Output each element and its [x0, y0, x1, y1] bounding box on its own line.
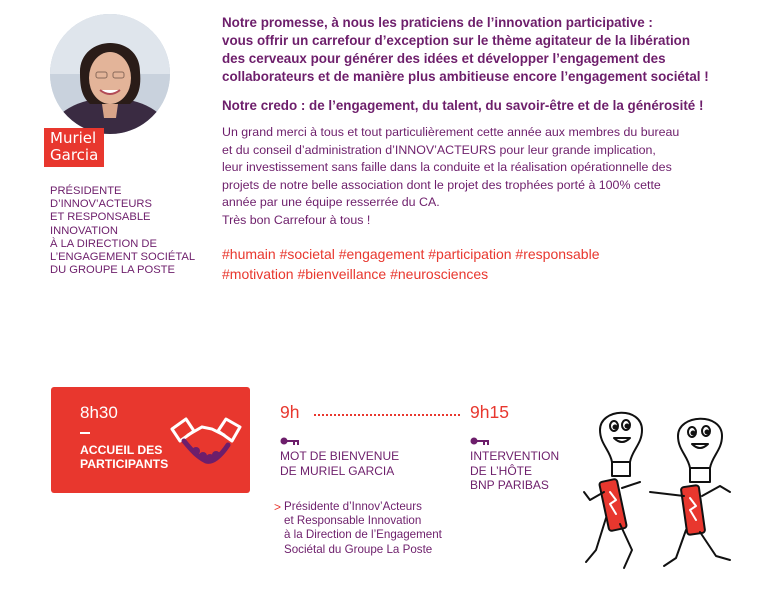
item1-detail	[284, 500, 442, 557]
role-line: D’INNOV’ACTEURS	[50, 198, 152, 211]
promise-line: vous offrir un carrefour d’exception sur le thème agitateur de la libération	[222, 33, 691, 48]
thanks-line: et du conseil d’administration d’INNOV’ACTEURS pour leur grande implication,	[222, 142, 656, 157]
item1-title	[280, 449, 399, 478]
handshake-icon	[168, 405, 244, 471]
name-last: Garcia	[50, 146, 99, 164]
item2-time: 9h15	[470, 402, 509, 422]
timeline-dots	[314, 414, 460, 416]
thanks-paragraph	[222, 124, 747, 230]
promise-line: collaborateurs et de manière plus ambitieuse encore l’engagement sociétal !	[222, 69, 709, 84]
hashtags	[222, 244, 599, 284]
item2-title-line: DE L’HÔTE	[470, 463, 533, 478]
portrait-photo	[50, 14, 170, 134]
thanks-line: Très bon Carrefour à tous !	[222, 212, 371, 227]
promise-line: des cerveaux pour générer des idées et développer l’engagement des	[222, 51, 666, 66]
role-line: PRÉSIDENTE	[50, 185, 122, 197]
thanks-line: leur investissement sans faille dans la conduite et la réalisation opérationnelle des	[222, 160, 672, 175]
lightbulb-characters-illustration	[580, 400, 746, 580]
item1-detail-line: et Responsable Innovation	[284, 514, 422, 528]
item1-detail-line: à la Direction de l’Engagement	[284, 528, 442, 542]
promise-paragraph	[222, 14, 742, 86]
role-line: INNOVATION	[50, 224, 118, 237]
chevron-right-icon: >	[274, 500, 282, 514]
thanks-line: projets de notre belle association dont le projet des trophées porté à 100% cette	[222, 177, 661, 192]
name-first: Muriel	[50, 129, 97, 147]
key-icon	[470, 433, 490, 443]
key-icon	[280, 433, 300, 443]
role-description	[50, 185, 210, 277]
item2-title-line: BNP PARIBAS	[470, 478, 549, 492]
welcome-divider	[80, 432, 90, 434]
thanks-line: Un grand merci à tous et tout particulièrement cette année aux membres du bureau	[222, 125, 680, 139]
item1-detail-line: Présidente d’Innov’Acteurs	[284, 500, 422, 513]
thanks-line: année par une équipe resserrée du CA.	[222, 195, 440, 210]
promise-line: Notre promesse, à nous les praticiens de l’innovation participative :	[222, 15, 653, 30]
welcome-time: 8h30	[80, 403, 118, 422]
role-line: ET RESPONSABLE	[50, 211, 151, 224]
item1-title-line: MOT DE BIENVENUE	[280, 449, 400, 463]
item2-title-line: INTERVENTION	[470, 449, 560, 463]
hashtag-line: #humain #societal #engagement #participation #responsable	[222, 246, 600, 262]
item1-title-line: DE MURIEL GARCIA	[280, 463, 395, 478]
item2-title	[470, 449, 559, 493]
item1-time: 9h	[280, 402, 300, 422]
role-line: DU GROUPE LA POSTE	[50, 264, 175, 277]
welcome-label-line: ACCUEIL DES	[80, 443, 163, 457]
role-line: À LA DIRECTION DE	[50, 237, 157, 250]
welcome-label	[80, 443, 168, 471]
credo-line: Notre credo : de l’engagement, du talent, du savoir-être et de la générosité !	[222, 98, 704, 113]
role-line: L’ENGAGEMENT SOCIÉTAL	[50, 251, 196, 264]
welcome-label-line: PARTICIPANTS	[80, 457, 169, 471]
hashtag-line: #motivation #bienveillance #neurosciences	[222, 266, 489, 282]
item1-detail-line: Sociétal du Groupe La Poste	[284, 542, 433, 556]
name-tag	[44, 128, 104, 167]
